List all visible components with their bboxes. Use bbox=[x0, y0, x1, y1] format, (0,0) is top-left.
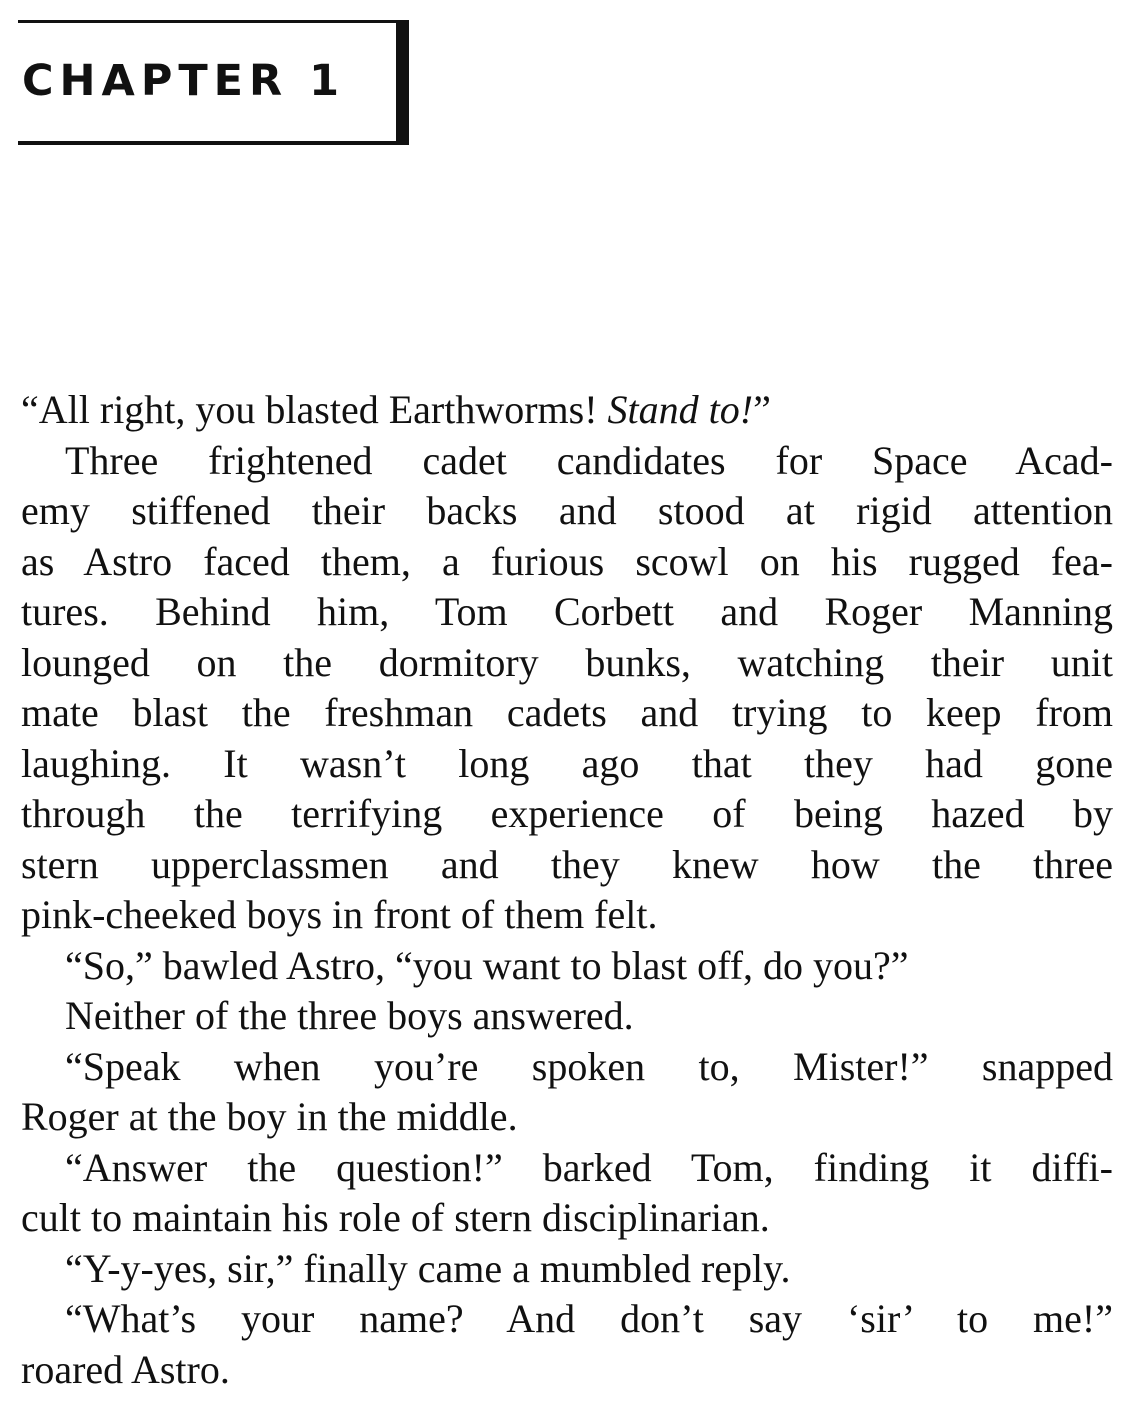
paragraph-1-text: “All right, you blasted Earthworms! bbox=[21, 387, 608, 432]
paragraph-8-line-2: roared Astro. bbox=[21, 1346, 230, 1392]
paragraph-4 bbox=[21, 991, 1113, 1042]
paragraph-2-line-1: Three frightened cadet candidates for Space Acad- bbox=[65, 437, 1113, 483]
paragraph-8-line-1: “What’s your name? And don’t say ‘sir’ to me!” bbox=[65, 1296, 1113, 1341]
paragraph-8 bbox=[21, 1294, 1113, 1395]
paragraph-2-line-5: lounged on the dormitory bunks, watching their unit bbox=[21, 639, 1113, 685]
paragraph-2 bbox=[21, 436, 1113, 941]
chapter-text bbox=[21, 385, 1113, 1395]
paragraph-3-line-1: “So,” bawled Astro, “you want to blast off, do you?” bbox=[65, 942, 909, 988]
chapter-title: CHAPTER 1 bbox=[22, 56, 346, 106]
paragraph-2-line-7: laughing. It wasn’t long ago that they had gone bbox=[21, 740, 1113, 786]
paragraph-2-line-6: mate blast the freshman cadets and trying to keep from bbox=[21, 690, 1113, 735]
paragraph-2-line-8: through the terrifying experience of being hazed by bbox=[21, 791, 1113, 836]
paragraph-7-line-1: “Y-y-yes, sir,” finally came a mumbled reply. bbox=[65, 1245, 791, 1291]
chapter-heading-box bbox=[18, 20, 409, 145]
paragraph-5-line-1: “Speak when you’re spoken to, Mister!” snapped bbox=[65, 1043, 1113, 1089]
paragraph-6 bbox=[21, 1143, 1113, 1244]
paragraph-5-line-2: Roger at the boy in the middle. bbox=[21, 1094, 518, 1139]
paragraph-6-line-2: cult to maintain his role of stern disciplinarian. bbox=[21, 1195, 770, 1240]
paragraph-7 bbox=[21, 1244, 1113, 1295]
paragraph-1-close-quote: ” bbox=[753, 387, 771, 432]
paragraph-4-line-1: Neither of the three boys answered. bbox=[65, 993, 634, 1038]
paragraph-5 bbox=[21, 1042, 1113, 1143]
paragraph-1-emphasis: Stand to! bbox=[607, 387, 754, 432]
paragraph-1 bbox=[21, 385, 1113, 436]
paragraph-3 bbox=[21, 941, 1113, 992]
paragraph-2-line-9: stern upperclassmen and they knew how the three bbox=[21, 841, 1113, 887]
paragraph-2-line-3: as Astro faced them, a furious scowl on his rugged fea- bbox=[21, 538, 1113, 584]
paragraph-2-line-2: emy stiffened their backs and stood at rigid attention bbox=[21, 488, 1113, 533]
paragraph-2-line-10: pink-cheeked boys in front of them felt. bbox=[21, 892, 658, 937]
paragraph-6-line-1: “Answer the question!” barked Tom, finding it diffi- bbox=[65, 1144, 1113, 1190]
paragraph-2-line-4: tures. Behind him, Tom Corbett and Roger Manning bbox=[21, 589, 1113, 634]
paragraph-1-line bbox=[21, 385, 1113, 436]
